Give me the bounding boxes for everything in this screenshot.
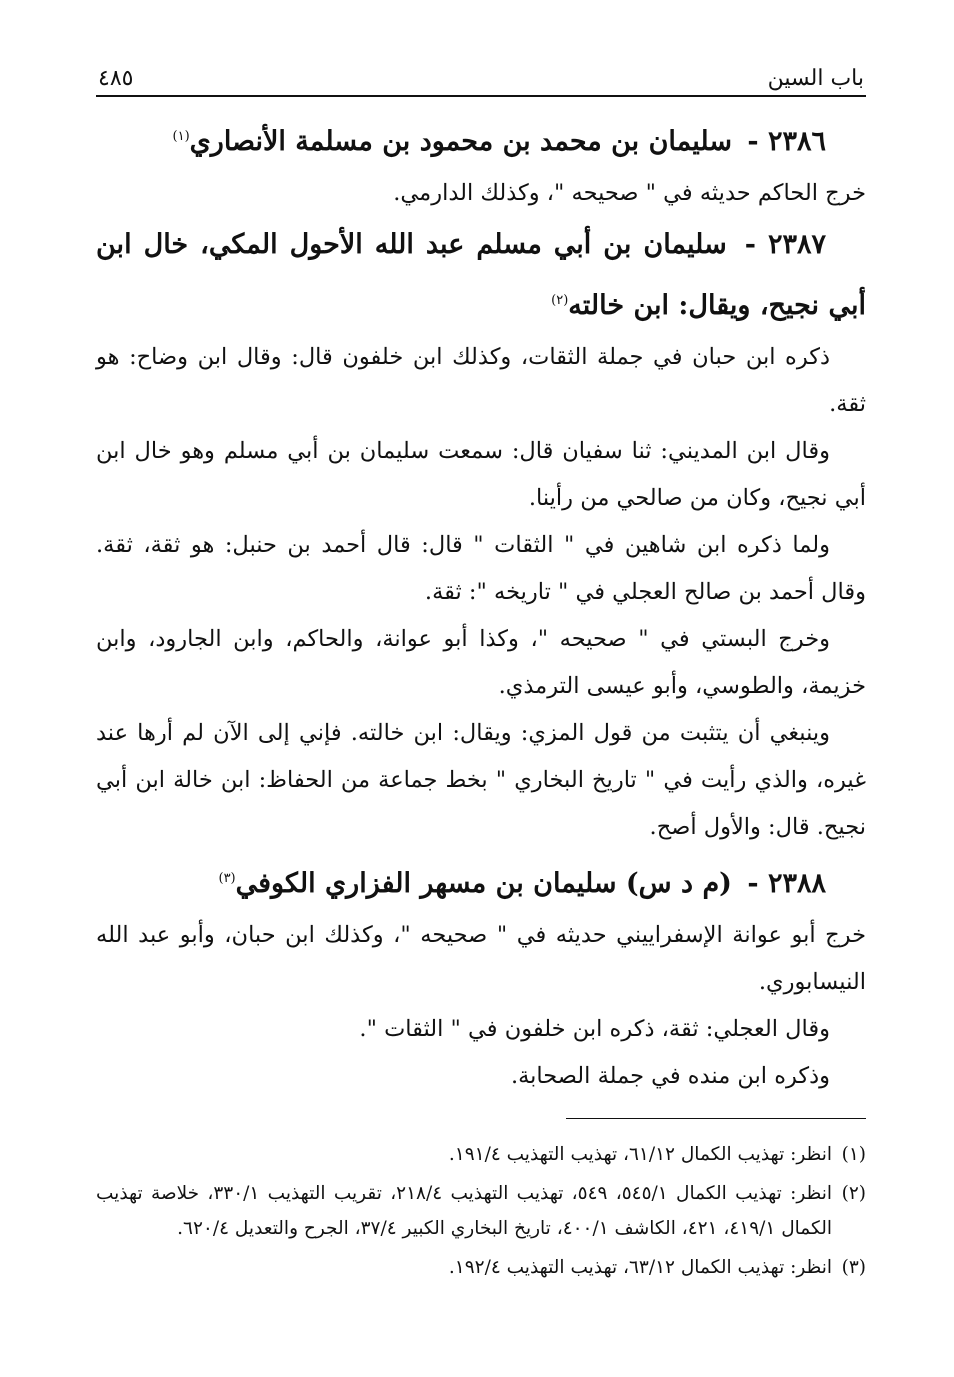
- footnote-text: انظر: تهذيب الكمال ٦٣/١٢، تهذيب التهذيب ١٩٢/٤.: [448, 1257, 832, 1278]
- footnote-text: انظر: تهذيب الكمال ٦١/١٢، تهذيب التهذيب ١٩١/٤.: [448, 1144, 832, 1165]
- entry: [96, 851, 866, 1100]
- footnote-number: (٢): [841, 1183, 866, 1204]
- entry-paragraph: ذكره ابن حبان في جملة الثقات، وكذلك ابن خلفون قال: وقال ابن وضاح: هو ثقة.: [96, 344, 866, 417]
- entry-name: سليمان بن أبي مسلم عبد الله الأحول المكي، خال ابن أبي نجيح، ويقال: ابن خالته: [96, 229, 866, 321]
- footnote-ref: (٣): [218, 871, 236, 886]
- entry-name: سليمان بن محمد بن محمود بن مسلمة الأنصاري: [189, 126, 732, 157]
- running-header: [96, 55, 866, 97]
- footnote: [96, 1137, 866, 1172]
- footnote-text: انظر: تهذيب الكمال ٥٤٥/١، ٥٤٩، تهذيب التهذيب ٢١٨/٤، تقريب التهذيب ٣٣٠/١، خلاصة تهذيب الكمال ٤١٩/١، ٤٢١، الكاشف ٤٠٠/١، تاريخ البخاري الكبير ٣٧/٤، الجرح والتعديل ٦٢٠/٤.: [96, 1183, 832, 1239]
- page-number: ٤٨٥: [98, 66, 134, 91]
- entry-paragraph: ولما ذكره ابن شاهين في " الثقات " قال: قال أحمد بن حنبل: هو ثقة، ثقة. وقال أحمد بن صالح العجلي في " تاريخه ": ثقة.: [96, 532, 866, 605]
- footnote-divider: [566, 1118, 866, 1119]
- section-title: باب السين: [767, 66, 864, 91]
- footnote-number: (٣): [841, 1257, 866, 1278]
- entry-paragraph: وقال ابن المديني: ثنا سفيان قال: سمعت سليمان بن أبي مسلم وهو خال ابن أبي نجيح، وكان من صالحي من رأينا.: [96, 438, 866, 511]
- entry-name: (م د س) سليمان بن مسهر الفزاري الكوفي: [235, 868, 732, 899]
- entry-number: ٢٣٨٦ -: [747, 126, 826, 157]
- entry-number: ٢٣٨٨ -: [747, 868, 826, 899]
- entry-paragraph: خرج أبو عوانة الإسفراييني حديثه في " صحيحه "، وكذلك ابن حبان، وأبو عبد الله النيسابوري.: [96, 922, 866, 995]
- entry-paragraph: وينبغي أن يتثبت من قول المزي: ويقال: ابن خالته. فإني إلى الآن لم أرها عند غيره، والذي رأيت في " تاريخ البخاري " بخط جماعة من الحفاظ: ابن خالة ابن أبي نجيح. قال: والأول أصح.: [96, 720, 866, 840]
- entry-paragraph: خرج الحاكم حديثه في " صحيحه "، وكذلك الدارمي.: [393, 180, 866, 206]
- footnote: [96, 1176, 866, 1246]
- footnote-ref: (٢): [551, 293, 569, 308]
- entry-paragraph: وقال العجلي: ثقة، ذكره ابن خلفون في " الثقات ".: [359, 1016, 830, 1042]
- entry-heading: [96, 851, 866, 912]
- entry-heading: [96, 217, 866, 334]
- entry: [96, 109, 866, 217]
- footnote: [96, 1250, 866, 1285]
- footnote-number: (١): [841, 1144, 866, 1165]
- entry: [96, 217, 866, 851]
- entry-number: ٢٣٨٧ -: [744, 229, 826, 260]
- entry-heading: [96, 109, 866, 170]
- footnote-ref: (١): [172, 129, 190, 144]
- book-page: [96, 55, 866, 1289]
- entry-paragraph: وذكره ابن منده في جملة الصحابة.: [510, 1063, 830, 1089]
- entry-paragraph: وخرج البستي في " صحيحه "، وكذا أبو عوانة، والحاكم، وابن الجارود، وابن خزيمة، والطوسي، وأبو عيسى الترمذي.: [96, 626, 866, 699]
- footnotes: [96, 1137, 866, 1285]
